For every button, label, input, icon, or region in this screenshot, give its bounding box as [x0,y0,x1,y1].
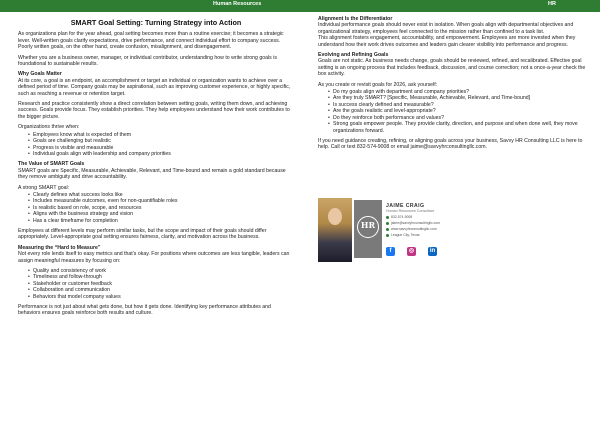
why-goals-heading: Why Goals Matter [18,71,62,78]
smart-value-heading: The Value of SMART Goals [18,161,85,168]
hard-paragraph-1: Not every role lends itself to easy metrics and that’s okay. For positions where outcomes are less tangible, leaders can assign meaningful measures by focusing on: [18,251,290,264]
list-item: • Collaboration and communication [28,287,294,293]
card-website-text: www.savvyhrconsultingllc.com [391,227,437,231]
instagram-icon[interactable]: ◎ [408,248,415,254]
level-paragraph: Employees at different levels may perform similar tasks, but the scope and impact of their goals should differ appropriately. Level-appropriate goal setting ensures fairness, clarity, and motivation across the business. [18,227,267,241]
list-item: • Clearly defines what success looks like [28,192,294,198]
why-paragraph-2: Research and practice consistently show a direct correlation between setting goals, writing them down, and achieving success. Goals provide focus. They establish priorities. They help employees understand how their work contributes to the bigger picture. [18,101,290,120]
list-item: • Is success clearly defined and measurable? [328,102,588,108]
card-email[interactable] [386,221,440,225]
logo-text: HR [360,220,376,230]
hard-paragraph-2: Performance is not just about what gets done, but how it gets done. Identifying key performance attributes and behaviors ensures goals reinforce both results and culture. [18,304,271,317]
savvy-hr-logo [354,200,382,258]
intro-paragraph-2: Whether you are a business owner, manager, or individual contributor, understanding how to write strong goals is foundational to sustainable results. [18,54,277,68]
hard-measure-list [28,268,294,300]
card-phone [386,215,412,219]
alignment-paragraph-1: Individual performance goals should never exist in isolation. When goals align with departmental objectives and organizational strategy, employees feel connected to the mission rather than confined to a task list. [318,22,574,35]
strong-goal-lead: A strong SMART goal: [18,184,70,191]
face-shape [328,208,342,225]
smart-value-paragraph: SMART goals are Specific, Measurable, Achievable, Relevant, and Time-bound and remain a gold standard because they remove ambiguity and drive accountability. [18,167,286,181]
help-paragraph: If you need guidance creating, refining, or aligning goals across your business, Savvy HR Consulting LLC is here to help. Call or text 832-574-9008 or email jaime@savvyhrconsultingllc.com. [318,137,583,151]
list-item: • Individual goals align with leadership and company priorities [28,151,294,157]
card-role: Human Resources Consultant [386,209,434,213]
list-item: • Are they truly SMART? [Specific, Measurable, Achievable, Relevant, and Time-bound] [328,95,588,101]
globe-icon [386,228,389,231]
list-item: • Aligns with the business strategy and vision [28,211,294,217]
thrive-list [28,132,294,158]
card-phone-text: 832-574-9008 [391,215,413,219]
list-item: • Employees know what is expected of them [28,132,294,138]
location-icon [386,234,389,237]
page-title: SMART Goal Setting: Turning Strategy into Action [70,18,242,27]
alignment-paragraph-2: This alignment fosters engagement, accountability, and empowerment. Employees are more invested when they understand how their work drives outcomes and leaders gain clearer visibility into performance and progress. [318,35,576,48]
headshot-photo [318,198,352,262]
list-item: • Are the goals realistic and level-appropriate? [328,108,588,114]
alignment-heading: Alignment Is the Differentiator [318,16,393,22]
header-bar [0,0,600,12]
list-item: • Has a clear timeframe for completion [28,218,294,224]
card-email-text: jaime@savvyhrconsultingllc.com [391,221,441,225]
list-item: • Behaviors that model company values [28,294,294,300]
email-icon [386,222,389,225]
hard-to-measure-heading: Measuring the “Hard to Measure” [18,244,101,251]
card-location-text: League City, Texas [391,233,420,237]
card-name: JAIME CRAIG [386,203,425,209]
facebook-icon[interactable]: f [386,247,395,256]
list-item: • Progress is visible and measurable [28,145,294,151]
list-item: • Quality and consistency of work [28,268,294,274]
list-item: • Includes measurable outcomes, even for non-quantifiable roles [28,198,294,204]
list-item: • Stakeholder or customer feedback [28,281,294,287]
intro-paragraph-1: As organizations plan for the year ahead, goal setting becomes more than a routine exercise; it becomes a strategic lever. Well-written goals clarify expectations, drive performance, and connect individual effort to company success. Poorly written goals, on the other hand, create confusion, misalignment, and disengagement. [18,31,284,51]
list-item: • Do my goals align with department and company priorities? [328,89,588,95]
list-item: • Strong goals empower people. They provide clarity, direction, and purpose and when done well, they move organizations forward. [328,121,588,134]
phone-icon [386,216,389,219]
linkedin-icon[interactable]: in [429,248,436,254]
ask-list [328,89,588,134]
list-item: • Timeliness and follow-through [28,274,294,280]
right-column [318,16,588,155]
list-item: • Do they reinforce both performance and values? [328,115,588,121]
list-item: • Goals are challenging but realistic [28,138,294,144]
list-item: • Is realistic based on role, scope, and resources [28,205,294,211]
ask-lead: As you create or revisit goals for 2026, ask yourself: [318,81,438,88]
evolving-heading: Evolving and Refining Goals [318,52,389,59]
thrive-lead: Organizations thrive when: [18,124,80,131]
header-page-label: HR [548,1,556,7]
card-website[interactable] [386,227,437,231]
strong-goal-list [28,192,294,224]
card-location [386,233,420,237]
header-section-label: Human Resources [213,1,262,7]
evolving-paragraph: Goals are not static. As business needs change, goals should be reviewed, refined, and recalibrated. Effective goal setting is an ongoing process that includes feedback, discussion, and course correction; not a once-a-year check the box activity. [318,58,586,78]
left-column [18,20,294,321]
business-card [318,198,468,262]
why-paragraph-1: At its core, a goal is an endpoint, an accomplishment or target an individual or organization wants to achieve over a defined period of time. Company goals may be aspirational, such as improving customer experience, or highly specific, such as reaching a revenue or retention target. [18,77,291,97]
